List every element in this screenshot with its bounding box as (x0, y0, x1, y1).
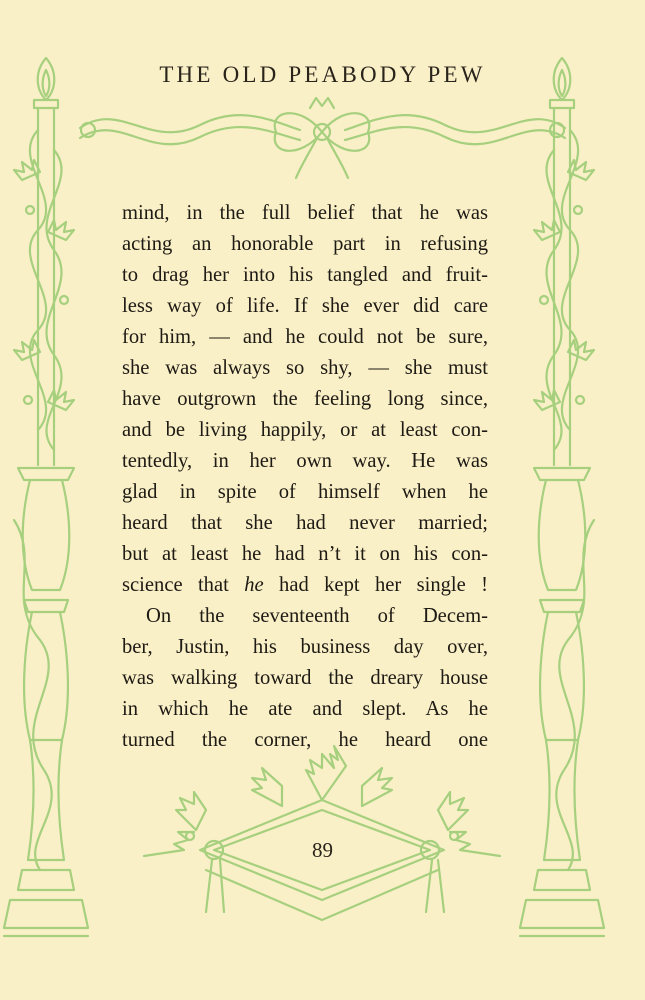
candlestick-column-right-icon (520, 58, 604, 936)
paragraph-first-line: On the seventeenth of Decem- (146, 605, 488, 627)
text-line: to drag her into his tangled and fruit- (122, 264, 488, 286)
holly-ribbon-cartouche-icon (144, 746, 500, 920)
ribbon-bow-swag-icon (80, 98, 565, 178)
text-line: have outgrown the feeling long since, (122, 388, 488, 410)
italic-emphasis: he (244, 574, 264, 596)
text-line (122, 570, 488, 601)
text-line: mind, in the full belief that he was (122, 202, 488, 224)
text-line: glad in spite of himself when he (122, 481, 488, 503)
body-text (122, 198, 488, 756)
text-line: tentedly, in her own way. He was (122, 450, 488, 472)
text-line: she was always so shy, — she must (122, 357, 488, 379)
text-line: and be living happily, or at least con- (122, 419, 488, 441)
text-line: in which he ate and slept. As he (122, 698, 488, 720)
text-line: but at least he had n’t it on his con- (122, 543, 488, 565)
candlestick-column-left-icon (4, 58, 88, 936)
text-segment: had kept her single ! (279, 574, 489, 596)
text-line: acting an honorable part in refusing (122, 233, 488, 255)
text-line: for him, — and he could not be sure, (122, 326, 488, 348)
text-line: less way of life. If she ever did care (122, 295, 488, 317)
page-number: 89 (312, 838, 333, 862)
text-line: turned the corner, he heard one (122, 729, 488, 751)
running-title: THE OLD PEABODY PEW (159, 62, 486, 87)
text-line: ber, Justin, his business day over, (122, 636, 488, 658)
text-segment: science that (122, 574, 229, 596)
text-line: was walking toward the dreary house (122, 667, 488, 689)
text-line: heard that she had never married; (122, 512, 488, 534)
